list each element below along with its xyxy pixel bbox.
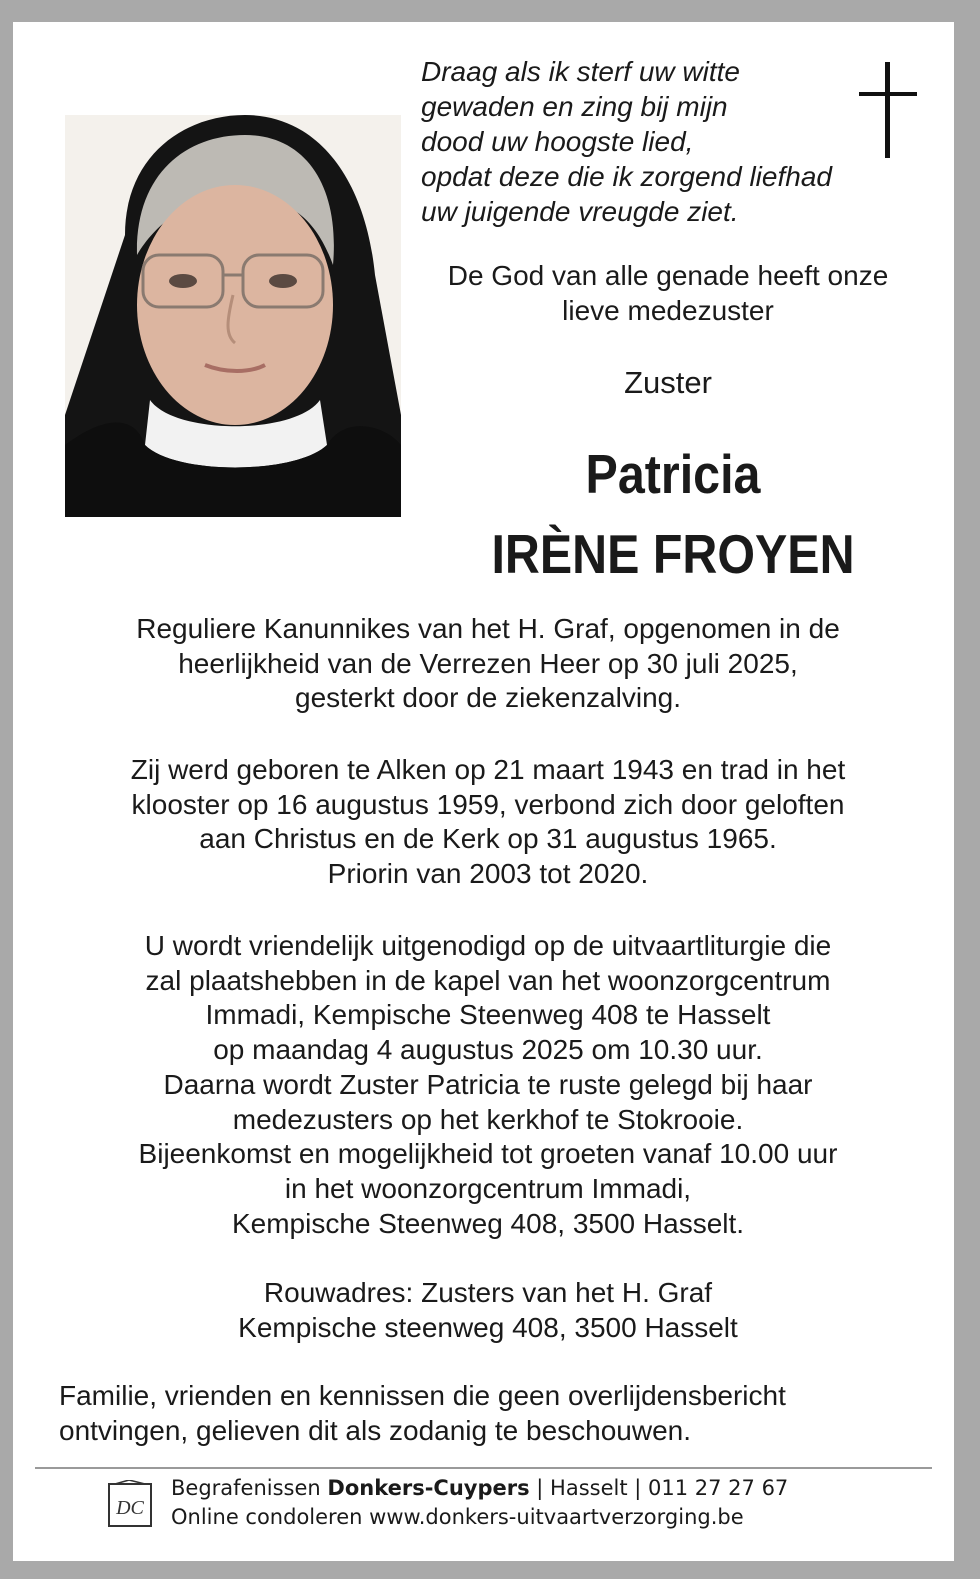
- obituary-card: [13, 22, 954, 1561]
- text-line: Priorin van 2003 tot 2020.: [327, 858, 649, 890]
- phone-number: 011 27 27 67: [648, 1476, 789, 1500]
- text-line: op maandag 4 augustus 2025 om 10.30 uur.: [213, 1034, 763, 1066]
- text-line: Rouwadres: Zusters van het H. Graf: [263, 1277, 713, 1308]
- footer-line-company: [171, 1474, 931, 1503]
- text-line: Daarna wordt Zuster Patricia te ruste gelegd bij haar: [163, 1068, 813, 1100]
- poem-line: uw juigende vreugde ziet.: [421, 196, 739, 227]
- death-paragraph: [53, 612, 923, 716]
- text-line: Reguliere Kanunnikes van het H. Graf, opgenomen in de: [136, 613, 840, 644]
- poem-line: gewaden en zing bij mijn: [421, 91, 728, 122]
- mourning-address: [53, 1276, 923, 1345]
- text-line: U wordt vriendelijk uitgenodigd op de uitvaartliturgie die: [144, 930, 832, 961]
- logo-lettering: DC: [116, 1497, 144, 1519]
- deceased-first-name: Patricia: [585, 443, 761, 505]
- text-line: in het woonzorgcentrum Immadi,: [284, 1172, 692, 1204]
- funeral-invitation-paragraph: [53, 929, 923, 1241]
- poem-line: opdat deze die ik zorgend liefhad: [421, 161, 832, 192]
- text-line: medezusters op het kerkhof te Stokrooie.: [232, 1103, 744, 1135]
- funeral-home-footer: [171, 1474, 931, 1532]
- intro-line: De God van alle genade heeft onze: [447, 260, 889, 291]
- poem-line: dood uw hoogste lied,: [421, 126, 694, 157]
- footer-city: | Hasselt |: [529, 1476, 649, 1500]
- poem-line: Draag als ik sterf uw witte: [421, 56, 740, 87]
- intro-line: lieve medezuster: [562, 295, 774, 326]
- footer-line-online: [171, 1503, 931, 1532]
- portrait-photo: [65, 115, 401, 517]
- deceased-full-name: IRÈNE FROYEN: [491, 523, 855, 585]
- notice-paragraph: [59, 1379, 919, 1448]
- text-line: ontvingen, gelieven dit als zodanig te beschouwen.: [59, 1414, 691, 1446]
- online-label: Online condoleren: [171, 1505, 370, 1529]
- text-line: gesterkt door de ziekenzalving.: [295, 682, 681, 714]
- poem-verse: [421, 54, 901, 229]
- footer-divider: [35, 1467, 932, 1469]
- text-line: Kempische Steenweg 408, 3500 Hasselt.: [231, 1207, 745, 1239]
- company-name: Donkers-Cuypers: [327, 1476, 530, 1500]
- text-line: Immadi, Kempische Steenweg 408 te Hasselt: [205, 999, 771, 1031]
- funeral-home-logo: [107, 1480, 153, 1528]
- text-line: zal plaatshebben in de kapel van het woonzorgcentrum: [145, 964, 831, 996]
- text-line: heerlijkheid van de Verrezen Heer op 30 juli 2025,: [178, 647, 798, 679]
- biography-paragraph: [53, 753, 923, 892]
- religious-title: Zuster: [624, 365, 712, 400]
- text-line: klooster op 16 augustus 1959, verbond zich door geloften: [131, 788, 845, 820]
- footer-prefix: Begrafenissen: [171, 1476, 328, 1500]
- text-line: aan Christus en de Kerk op 31 augustus 1965.: [199, 823, 777, 855]
- text-line: Zij werd geboren te Alken op 21 maart 1943 en trad in het: [130, 754, 846, 785]
- announcement-intro: [413, 258, 923, 328]
- text-line: Bijeenkomst en mogelijkheid tot groeten vanaf 10.00 uur: [138, 1138, 838, 1170]
- text-line: Familie, vrienden en kennissen die geen overlijdensbericht: [59, 1380, 786, 1411]
- website-link[interactable]: www.donkers-uitvaartverzorging.be: [369, 1505, 744, 1529]
- text-line: Kempische steenweg 408, 3500 Hasselt: [238, 1311, 738, 1343]
